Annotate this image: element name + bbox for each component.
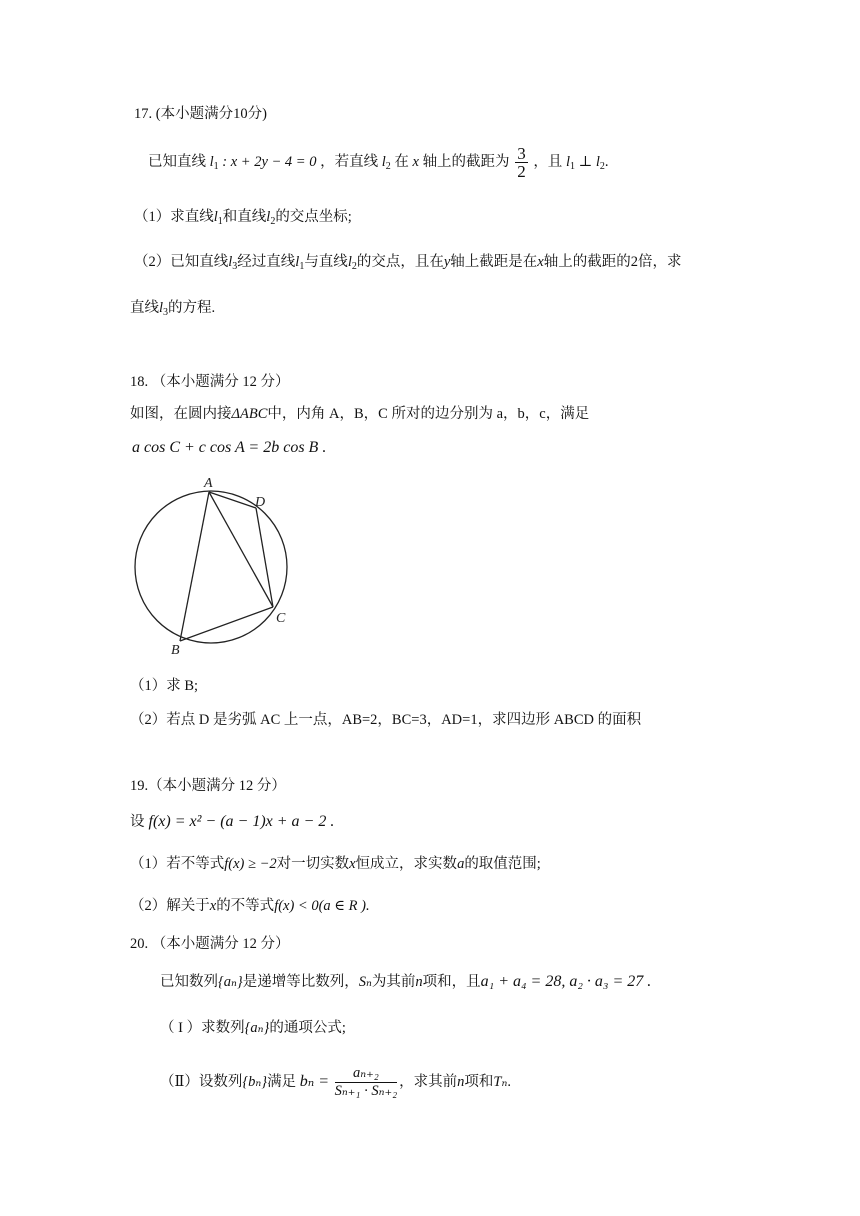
- q17-part1: [134, 207, 352, 232]
- circumcircle: [135, 491, 287, 643]
- x-var-2: x: [537, 254, 544, 270]
- sequence-a-2: {aₙ}: [244, 1020, 270, 1036]
- q17-p2-text-b: 经过直线: [237, 254, 296, 270]
- q17-stem-end: .: [604, 154, 609, 170]
- q17-stem-text-4: 轴上的截距为: [422, 154, 510, 170]
- label-c: C: [276, 611, 286, 626]
- segment-bc: [180, 607, 273, 641]
- q17-p1-text-c: 的交点坐标;: [275, 209, 352, 225]
- q20-p2-text-b: 满足: [267, 1074, 297, 1090]
- q20-part1: [160, 1018, 346, 1038]
- bn-numerator: aₙ₊₂: [335, 1065, 398, 1083]
- fraction-denominator: 2: [517, 162, 526, 182]
- var-n-2: n: [457, 1074, 465, 1090]
- bn-lhs: bₙ =: [299, 1073, 329, 1090]
- q20-stem-text-2: 是递增等比数列，: [242, 974, 359, 990]
- q17-stem: [148, 145, 609, 184]
- bn-denominator: Sₙ₊₁ · Sₙ₊₂: [334, 1083, 398, 1100]
- triangle-symbol: ΔABC: [231, 406, 268, 422]
- q20-p2-text-a: （Ⅱ）设数列: [160, 1074, 243, 1090]
- l1-symbol-3: $l_1$: [213, 209, 223, 227]
- q20-condition: a₁ + a₄ = 28, a₂ · a₃ = 27 .: [480, 973, 652, 990]
- q20-p2-text-d: 项和: [464, 1074, 494, 1090]
- q17-p2-text-c: 与直线: [304, 254, 348, 270]
- q18-header: 18. （本小题满分 12 分）: [130, 374, 290, 390]
- q17-p2-text-h: 倍，求: [637, 254, 682, 270]
- q20-stem: [160, 972, 651, 992]
- label-d: D: [255, 495, 266, 510]
- q20-part2: [160, 1062, 511, 1102]
- q17-stem-text-5: ，且: [533, 154, 563, 170]
- q20-p2-end: .: [507, 1074, 511, 1090]
- q17-p2-line2-a: 直线: [130, 300, 159, 316]
- bn-fraction: [335, 1065, 398, 1100]
- q19-p1-text-c: 恒成立，求实数: [355, 856, 458, 872]
- l2-symbol-2: $l_2$: [595, 154, 605, 172]
- q17-part2: [134, 252, 681, 277]
- q17-p2-line2-b: 的方程.: [168, 300, 216, 316]
- q18-part1: （1）求 B;: [130, 678, 199, 694]
- q20-stem-text-4: 项和，且: [422, 974, 481, 990]
- q19-var-x-2: x: [209, 898, 217, 914]
- q20-header: 20. （本小题满分 12 分）: [130, 936, 290, 952]
- intercept-fraction: [515, 145, 528, 180]
- q17-p2-text-d: 的交点，且在: [356, 254, 444, 270]
- q19-inequality-2: f(x) < 0: [274, 898, 319, 914]
- q19-p1-text-a: （1）若不等式: [130, 856, 225, 872]
- q18-equation: a cos C + c cos A = 2b cos B .: [132, 439, 327, 456]
- q19-stem: [130, 812, 334, 832]
- fraction-numerator: 3: [517, 144, 526, 164]
- l1-symbol: $l_1$: [209, 154, 219, 172]
- sum-sn: Sₙ: [358, 974, 372, 990]
- q19-stem-text: 设: [130, 814, 145, 830]
- q19-p2-text-a: （2）解关于: [130, 898, 210, 914]
- q19-part2: [130, 896, 370, 916]
- label-b: B: [171, 643, 180, 655]
- q19-inequality-1: f(x) ≥ −2: [224, 856, 277, 872]
- x-axis-var: x: [412, 154, 419, 170]
- q17-p1-text-b: 和直线: [222, 209, 267, 225]
- perpendicular-symbol: ⊥: [574, 154, 596, 170]
- q17-stem-text-1: 已知直线: [148, 154, 206, 170]
- q19-p1-text-d: 的取值范围;: [464, 856, 541, 872]
- q20-p1-text-a: （ I ）求数列: [160, 1020, 245, 1036]
- q17-p2-text-g: 2: [630, 254, 638, 270]
- q18-stem-text-2: 中，内角 A，B，C 所对的边分别为 a，b，c，满足: [267, 406, 590, 422]
- label-a: A: [204, 476, 213, 491]
- q18-stem: [130, 404, 589, 424]
- q19-var-x: x: [349, 856, 356, 872]
- q19-header: 19.（本小题满分 12 分）: [130, 778, 286, 794]
- l2-symbol: $l_2$: [381, 154, 391, 172]
- q17-p2-text-f: 轴上的截距的: [543, 254, 631, 270]
- l2-symbol-4: $l_2$: [347, 254, 357, 272]
- sequence-a: {aₙ}: [218, 974, 243, 990]
- q17-header: 17. (本小题满分10分): [134, 106, 267, 122]
- q19-p1-text-b: 对一切实数: [276, 856, 350, 872]
- q19-part1: [130, 854, 541, 874]
- q19-var-a: a: [457, 856, 465, 872]
- var-n: n: [415, 974, 423, 990]
- segment-ab: [180, 492, 209, 641]
- function-definition: f(x) = x² − (a − 1)x + a − 2 .: [148, 813, 335, 830]
- q18-part2: （2）若点 D 是劣弧 AC 上一点，AB=2，BC=3，AD=1，求四边形 ABCD 的面积: [130, 712, 642, 728]
- l2-symbol-3: $l_2$: [266, 209, 276, 227]
- l3-symbol-2: $l_3$: [159, 300, 169, 318]
- q20-stem-text-1: 已知数列: [160, 974, 218, 990]
- q17-part2-line2: [130, 298, 215, 323]
- q17-p2-text-e: 轴上截距是在: [450, 254, 538, 270]
- l3-symbol: $l_3$: [228, 254, 238, 272]
- l1-equation: : x + 2y − 4 = 0: [222, 154, 317, 170]
- q18-stem-text-1: 如图，在圆内接: [130, 406, 232, 422]
- circle-figure: [128, 475, 298, 655]
- q20-p2-text-c: ，求其前: [399, 1074, 458, 1090]
- sequence-b: {bₙ}: [242, 1074, 268, 1090]
- l1-symbol-4: $l_1$: [295, 254, 305, 272]
- q17-p1-text-a: （1）求直线: [134, 209, 214, 225]
- q17-stem-text-3: 在: [394, 154, 409, 170]
- q17-stem-text-2: ，若直线: [320, 154, 379, 170]
- y-var: y: [443, 254, 451, 270]
- q19-p2-text-b: 的不等式: [216, 898, 275, 914]
- q17-p2-text-a: （2）已知直线: [134, 254, 229, 270]
- l1-symbol-2: $l_1$: [565, 154, 575, 172]
- q20-stem-text-3: 为其前: [371, 974, 416, 990]
- q19-condition: (a ∈ R ).: [318, 898, 370, 914]
- sum-tn: Tₙ: [493, 1074, 508, 1090]
- q20-p1-text-b: 的通项公式;: [269, 1020, 346, 1036]
